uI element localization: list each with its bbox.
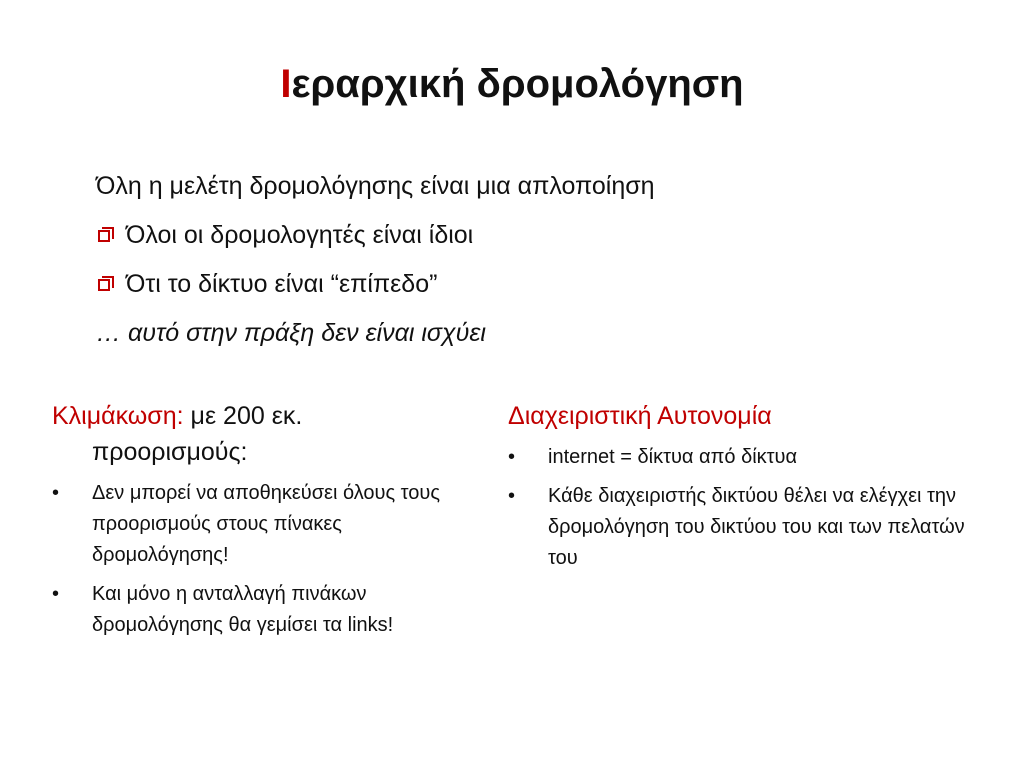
left-bullet-text: Δεν μπορεί να αποθηκεύσει όλους τους προορισμούς στους πίνακες δρομολόγησης! (92, 482, 440, 566)
left-bullet (52, 478, 472, 571)
intro-point-text: Ότι το δίκτυο είναι “επίπεδο” (126, 270, 438, 298)
checkbox-bullet-icon (98, 230, 110, 242)
slide-title-text: εραρχική δρομολόγηση (291, 62, 744, 106)
right-bullet-text: Κάθε διαχειριστής δικτύου θέλει να ελέγχει την δρομολόγηση του δικτύου του και των πελατών του (548, 485, 965, 569)
bullet-dot-icon: • (508, 446, 516, 468)
right-column (508, 398, 978, 574)
bullet-dot-icon: • (508, 485, 516, 507)
checkbox-bullet-icon (98, 279, 110, 291)
right-bullet-text: internet = δίκτυα από δίκτυα (548, 446, 798, 468)
intro-point (96, 211, 956, 260)
right-heading (508, 398, 978, 434)
right-heading-label: Διαχειριστική Αυτονομία (508, 402, 772, 430)
slide-title-initial: Ι (280, 62, 292, 106)
right-bullet (508, 442, 978, 473)
left-heading-continuation: προορισμούς: (92, 438, 248, 466)
left-bullet-text: Και μόνο η ανταλλαγή πινάκων δρομολόγησης θα γεμίσει τα links! (92, 583, 394, 636)
intro-statement: Όλη η μελέτη δρομολόγησης είναι μια απλοποίηση (96, 172, 655, 200)
left-heading-rest: με 200 εκ. (183, 402, 303, 430)
slide-title (0, 58, 1024, 110)
intro-point-text: Όλοι οι δρομολογητές είναι ίδιοι (126, 221, 474, 249)
intro-point (96, 260, 956, 309)
left-heading-label: Κλιμάκωση: (52, 402, 184, 430)
intro-conclusion: … αυτό στην πράξη δεν είναι ισχύει (96, 319, 486, 347)
bullet-dot-icon: • (52, 482, 60, 504)
left-heading (52, 398, 472, 470)
right-bullet (508, 481, 978, 574)
left-column (52, 398, 472, 641)
bullet-dot-icon: • (52, 583, 60, 605)
left-bullet (52, 579, 472, 641)
intro-block (96, 162, 956, 358)
